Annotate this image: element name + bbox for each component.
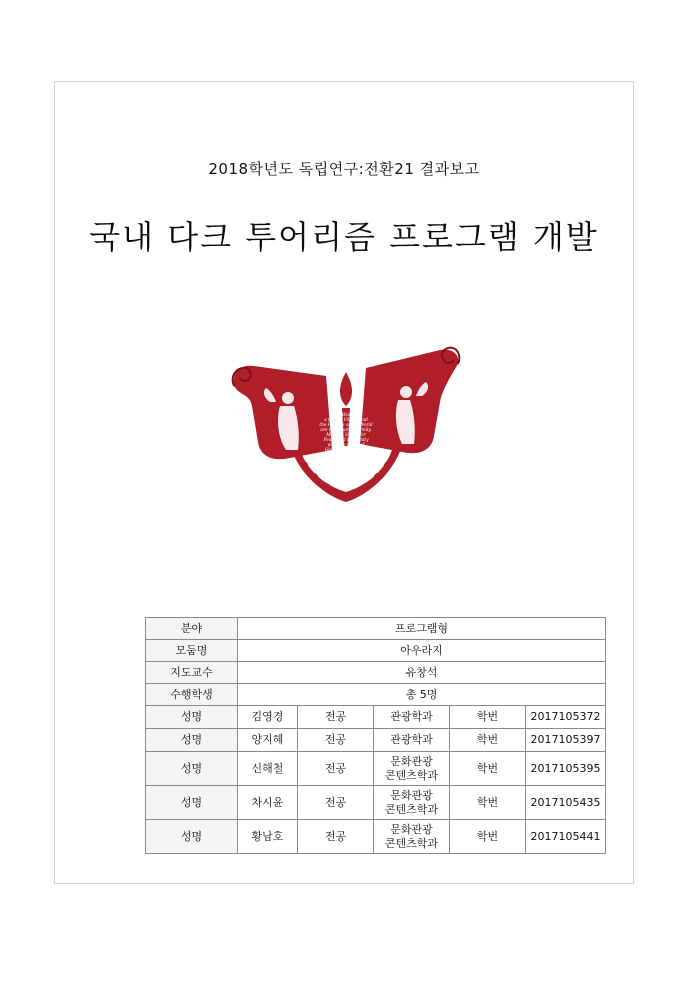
member-major-label: 전공 [298,706,374,729]
project-info-table-body [146,618,606,854]
seal-motto-line: Peace and Humanity [323,438,369,443]
member-major: 문화관광 콘텐츠학과 [374,752,450,786]
table-row [146,618,606,640]
seal-motto-line: are One Human Family. [320,428,372,433]
member-major: 문화관광 콘텐츠학과 [374,820,450,854]
member-id-label: 학번 [450,729,526,752]
row-value: 총 5명 [238,684,606,706]
report-subtitle: 2018학년도 독립연구:전환21 결과보고 [208,160,480,178]
member-major: 관광학과 [374,729,450,752]
member-name: 신해철 [238,752,298,786]
member-name-label: 성명 [146,729,238,752]
member-major-label: 전공 [298,786,374,820]
member-student-id: 2017105372 [526,706,606,729]
row-label: 모둠명 [146,640,238,662]
member-row [146,729,606,752]
member-id-label: 학번 [450,706,526,729]
member-major-label: 전공 [298,752,374,786]
member-name: 양지혜 [238,729,298,752]
project-info-table [145,617,606,854]
member-student-id: 2017105395 [526,752,606,786]
member-major: 관광학과 [374,706,450,729]
seal-motto-line: The World is [332,413,360,418]
seal-motto-line: Society. [337,453,355,458]
member-name-label: 성명 [146,752,238,786]
seal-motto-line: Global Cooperation [324,448,368,453]
member-row [146,752,606,786]
member-student-id: 2017105435 [526,786,606,820]
member-name-label: 성명 [146,706,238,729]
seal-motto-line: with the Spirit of [327,443,365,448]
table-row [146,662,606,684]
member-name: 김영경 [238,706,298,729]
row-value: 유창석 [238,662,606,684]
member-name-label: 성명 [146,786,238,820]
table-row [146,640,606,662]
seal-motto-line: the Peoples of the World [319,423,373,428]
member-major: 문화관광 콘텐츠학과 [374,786,450,820]
member-student-id: 2017105397 [526,729,606,752]
member-name: 차시윤 [238,786,298,820]
table-row [146,684,606,706]
member-id-label: 학번 [450,820,526,854]
member-major-label: 전공 [298,820,374,854]
member-student-id: 2017105441 [526,820,606,854]
row-label: 지도교수 [146,662,238,684]
member-row [146,786,606,820]
member-major-label: 전공 [298,729,374,752]
row-value: 프로그램형 [238,618,606,640]
member-name: 황남호 [238,820,298,854]
row-label: 분야 [146,618,238,640]
member-row [146,820,606,854]
row-label: 수행학생 [146,684,238,706]
member-name-label: 성명 [146,820,238,854]
member-id-label: 학번 [450,786,526,820]
seal-motto-line: May We Strive for [326,433,366,438]
member-row [146,706,606,729]
seal-motto-line: a Global Village and [324,418,368,423]
member-id-label: 학번 [450,752,526,786]
row-value: 아우라지 [238,640,606,662]
university-seal-logo [230,346,462,506]
report-title: 국내 다크 투어리즘 프로그램 개발 [89,218,599,256]
